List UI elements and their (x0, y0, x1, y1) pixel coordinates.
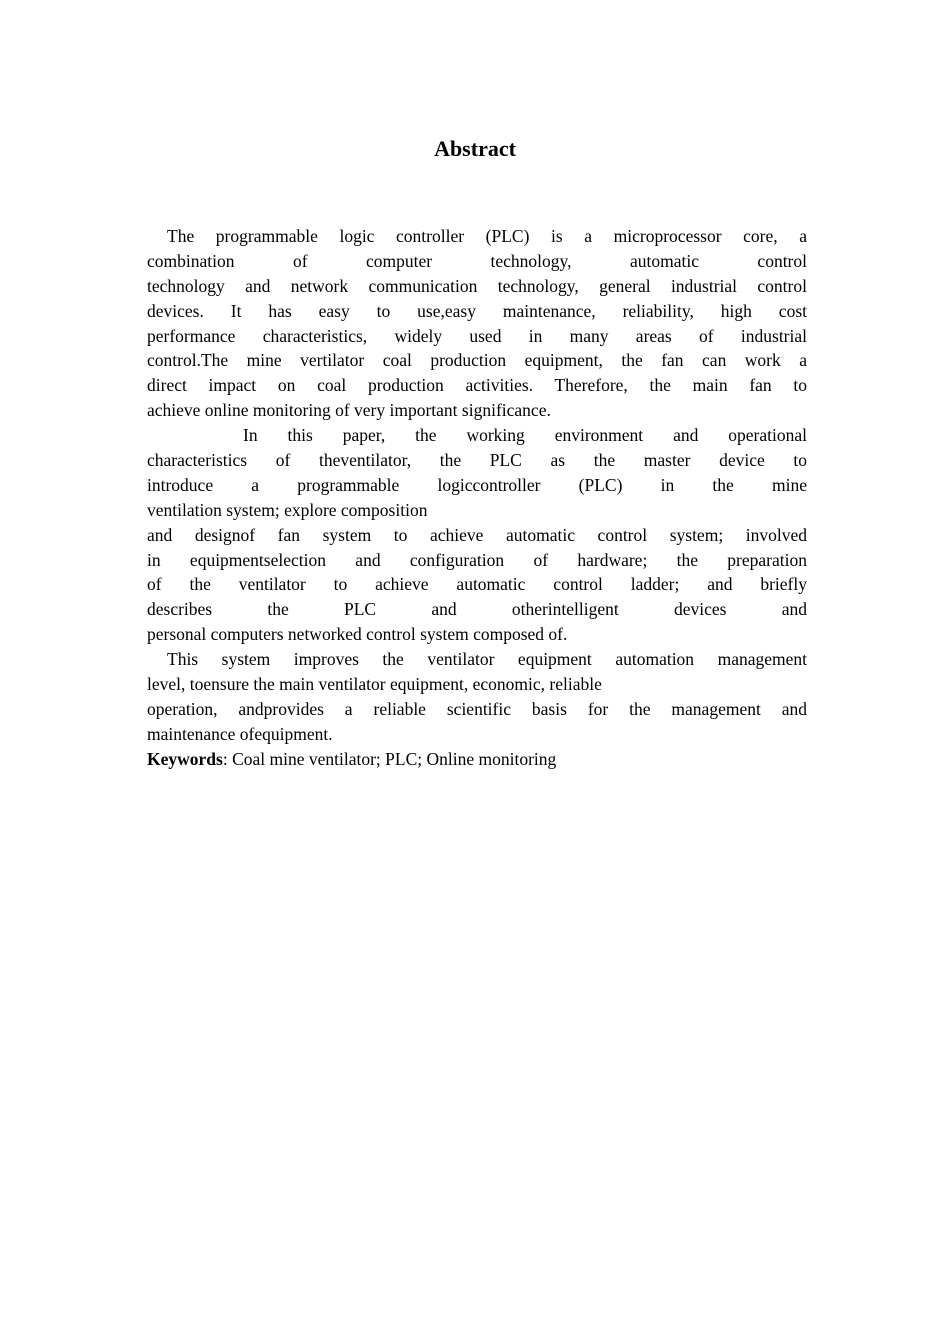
abstract-line: performance characteristics, widely used in many areas of industrial (147, 325, 807, 346)
keywords-label: Keywords (147, 748, 223, 769)
abstract-line: maintenance ofequipment. (147, 723, 333, 744)
abstract-line: operation, andprovides a reliable scientific basis for the management and (147, 698, 807, 719)
abstract-line: introduce a programmable logiccontroller (PLC) in the mine (147, 474, 807, 495)
abstract-title: Abstract (434, 136, 516, 161)
keywords-line (147, 747, 807, 772)
abstract-line: direct impact on coal production activities. Therefore, the main fan to (147, 375, 807, 396)
abstract-line: level, toensure the main ventilator equipment, economic, reliable (147, 674, 602, 695)
abstract-line: characteristics of theventilator, the PLC as the master device to (147, 450, 807, 471)
abstract-line: control.The mine vertilator coal production equipment, the fan can work a (147, 350, 807, 371)
abstract-line: in equipmentselection and configuration of hardware; the preparation (147, 549, 807, 570)
abstract-line: devices. It has easy to use,easy maintenance, reliability, high cost (147, 300, 807, 321)
abstract-line: The programmable logic controller (PLC) is a microprocessor core, a (167, 226, 807, 246)
abstract-line: ventilation system; explore composition (147, 499, 428, 520)
abstract-line: achieve online monitoring of very important significance. (147, 400, 551, 421)
abstract-line: combination of computer technology, automatic control (147, 250, 807, 271)
abstract-line: of the ventilator to achieve automatic control ladder; and briefly (147, 574, 807, 595)
abstract-line: This system improves the ventilator equipment automation management (167, 649, 807, 670)
abstract-line: technology and network communication technology, general industrial control (147, 275, 807, 296)
abstract-line: describes the PLC and otherintelligent devices and (147, 599, 807, 620)
keywords-text: : Coal mine ventilator; PLC; Online monitoring (222, 748, 557, 769)
abstract-body (147, 224, 807, 772)
abstract-line: personal computers networked control system composed of. (147, 624, 568, 645)
abstract-line: In this paper, the working environment and operational (243, 425, 807, 446)
abstract-line: and designof fan system to achieve automatic control system; involved (147, 524, 807, 545)
